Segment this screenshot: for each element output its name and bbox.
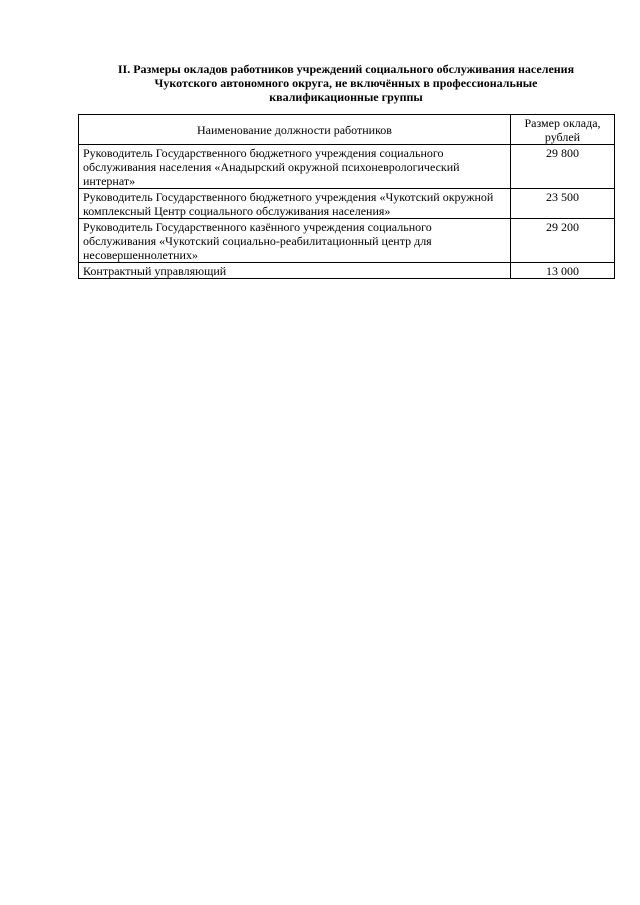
table-row bbox=[79, 145, 615, 189]
table-row bbox=[79, 263, 615, 279]
column-header-position: Наименование должности работников bbox=[79, 115, 511, 145]
section-heading-line-1: II. Размеры окладов работников учреждений социального обслуживания населения bbox=[117, 62, 575, 76]
salary-cell: 29 800 bbox=[511, 145, 615, 189]
column-header-salary: Размер оклада, рублей bbox=[511, 115, 615, 145]
table-header-row bbox=[79, 115, 615, 145]
salary-cell: 13 000 bbox=[511, 263, 615, 279]
section-heading-line-3: квалификационные группы bbox=[269, 90, 423, 104]
table-row bbox=[79, 219, 615, 263]
section-heading bbox=[78, 62, 614, 104]
position-cell: Руководитель Государственного бюджетного учреждения «Чукотский окружной комплексный Центр социального обслуживания населения» bbox=[79, 189, 511, 219]
salary-cell: 23 500 bbox=[511, 189, 615, 219]
table-row bbox=[79, 189, 615, 219]
section-heading-line-2: Чукотского автономного округа, не включённых в профессиональные bbox=[154, 76, 538, 90]
position-cell: Руководитель Государственного казённого учреждения социального обслуживания «Чукотский социально-реабилитационный центр для несовершеннолетних» bbox=[79, 219, 511, 263]
position-cell: Руководитель Государственного бюджетного учреждения социального обслуживания населения «Анадырский окружной психоневрологический интернат» bbox=[79, 145, 511, 189]
salary-cell: 29 200 bbox=[511, 219, 615, 263]
salary-table bbox=[78, 114, 615, 279]
position-cell: Контрактный управляющий bbox=[79, 263, 511, 279]
